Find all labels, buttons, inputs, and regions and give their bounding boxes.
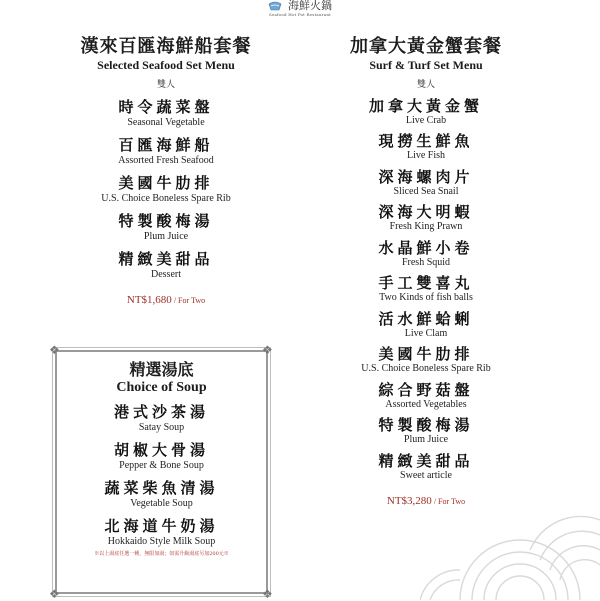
menu-item: 時令蔬菜盤 Seasonal Vegetable — [118, 98, 214, 128]
menu-item: 美國牛肋排 U.S. Choice Boneless Spare Rib — [361, 345, 491, 374]
right-menu-title-zh: 加拿大黃金蟹套餐 — [350, 36, 502, 57]
right-price-unit: / For Two — [431, 496, 466, 506]
logo-name: 海鮮火鍋 — [288, 0, 332, 12]
right-menu-serves: 雙人 — [416, 80, 435, 90]
menu-item: 深海螺肉片 Sliced Sea Snail — [378, 167, 474, 197]
soup-item: 港式沙茶湯 Satay Soup — [113, 403, 209, 433]
seafood-set-menu — [62, 36, 270, 308]
left-price-value: NT$1,680 — [126, 294, 172, 306]
wave-pattern-icon — [420, 480, 600, 600]
pot-logo-icon — [268, 1, 282, 11]
left-menu-serves: 雙人 — [156, 80, 175, 90]
soup-note: ※以上湯底任選一種，無限加湯；如需升級湯底另加200元※ — [94, 551, 229, 557]
menu-item: 特製酸梅湯 Plum Juice — [118, 212, 214, 242]
ornament-corner-icon: ❖ — [49, 587, 60, 601]
menu-item: 精緻美甜品 Dessert — [118, 250, 214, 280]
soup-item: 胡椒大骨湯 Pepper & Bone Soup — [113, 441, 209, 471]
soup-item: 蔬菜柴魚清湯 Vegetable Soup — [104, 479, 219, 509]
menu-item: 特製酸梅湯 Plum Juice — [378, 416, 474, 445]
menu-item: 水晶鮮小卷 Fresh Squid — [378, 238, 474, 268]
soup-title-zh: 精選湯底 — [129, 360, 194, 379]
menu-item: 精緻美甜品 Sweet article — [378, 451, 474, 481]
menu-item: 加拿大黃金蟹 Live Crab — [368, 96, 483, 126]
soup-choice-box — [49, 343, 273, 601]
menu-item: 現撈生鮮魚 Live Fish — [378, 132, 474, 161]
menu-item: 美國牛肋排 U.S. Choice Boneless Spare Rib — [101, 174, 231, 204]
right-price-value: NT$3,280 — [386, 494, 432, 507]
restaurant-logo — [250, 0, 350, 22]
ornament-corner-icon: ❖ — [262, 587, 273, 601]
menu-item: 手工雙喜丸 Two Kinds of fish balls — [378, 274, 474, 303]
left-menu-title-zh: 漢來百匯海鮮船套餐 — [80, 36, 252, 57]
menu-item: 深海大明蝦 Fresh King Prawn — [378, 203, 474, 232]
menu-item: 綜合野菇盤 Assorted Vegetables — [378, 380, 474, 410]
left-menu-title-en: Selected Seafood Set Menu — [97, 58, 235, 72]
ornament-corner-icon: ❖ — [49, 343, 60, 357]
logo-subtitle: Seafood Hot Pot Restaurant — [269, 12, 331, 17]
menu-item: 活水鮮蛤蜊 Live Clam — [378, 309, 474, 339]
ornament-corner-icon: ❖ — [262, 343, 273, 357]
soup-item: 北海道牛奶湯 Hokkaido Style Milk Soup — [104, 517, 219, 547]
menu-item: 百匯海鮮船 Assorted Fresh Seafood — [118, 136, 214, 166]
left-price-unit: / For Two — [171, 296, 206, 305]
left-menu-price — [62, 293, 270, 308]
surf-turf-set-menu — [322, 36, 530, 509]
soup-title-en: Choice of Soup — [116, 380, 207, 395]
right-menu-title-en: Surf & Turf Set Menu — [369, 58, 483, 72]
